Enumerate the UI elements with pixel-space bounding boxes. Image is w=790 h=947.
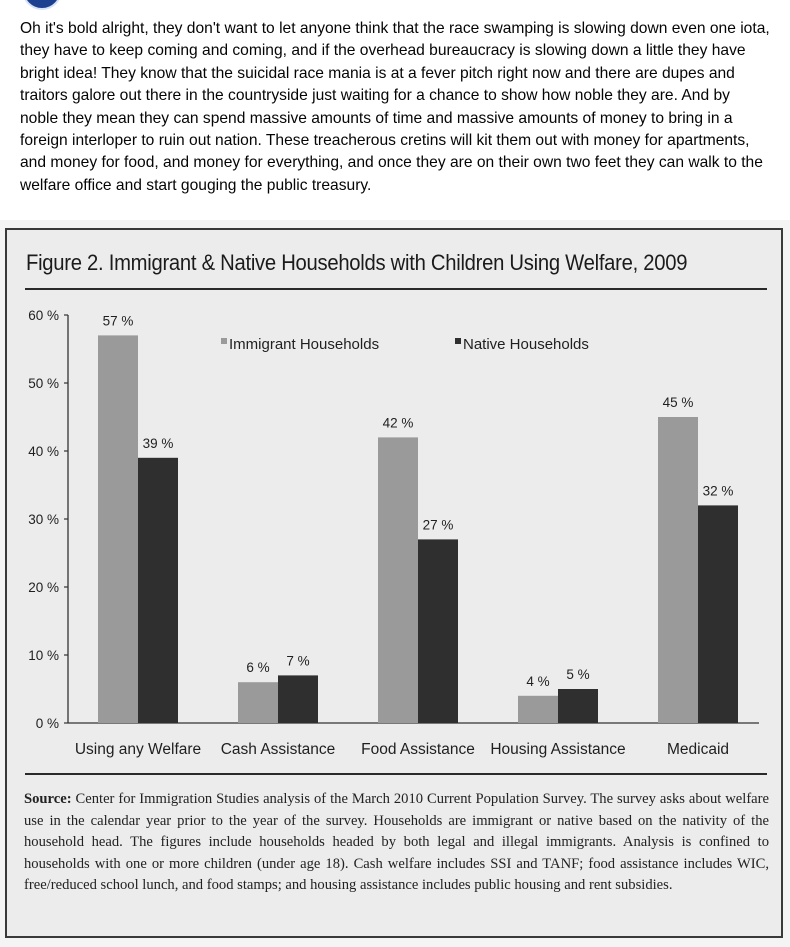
y-tick-label: 10 %: [28, 648, 59, 663]
bar-immigrant: [658, 417, 698, 723]
x-category-label: Using any Welfare: [74, 741, 202, 758]
legend-swatch: [221, 338, 227, 344]
legend-swatch: [455, 338, 461, 344]
bar-value-label: 57 %: [102, 313, 134, 329]
y-tick-label: 30 %: [28, 512, 59, 527]
bar-immigrant: [518, 696, 558, 723]
bar-value-label: 7 %: [286, 653, 310, 669]
x-category-label: Housing Assistance: [490, 741, 626, 758]
bar-native: [418, 539, 458, 723]
bar-native: [138, 458, 178, 723]
x-category-label: Food Assistance: [361, 741, 475, 758]
figure-source-note: [24, 789, 769, 897]
bar-value-label: 5 %: [566, 667, 590, 682]
y-tick-label: 60 %: [28, 308, 59, 323]
x-category-label: Medicaid: [666, 741, 730, 758]
bar-value-label: 32 %: [702, 483, 734, 499]
post-body-text: Oh it's bold alright, they don't want to let anyone think that the race swamping is slowing down even one iota, they have to keep coming and coming, and if the overhead bureaucracy is slowing down a little they have bright idea! They know that the suicidal race mania is at a fever pitch right now and there are dupes and traitors galore out there in the countryside just waiting for a chance to show how noble they are. And by noble they mean they can spend massive amounts of time and massive amounts of money to bring in a foreign interloper to ruin out nation. These treacherous cretins will kit them out with money for apartments, and money for food, and money for everything, and once they are on their own two feet they can walk to the welfare office and start gouging the public treasury.: [20, 20, 770, 194]
bar-value-label: 27 %: [422, 517, 454, 533]
y-tick-label: 50 %: [28, 376, 59, 391]
source-divider: [25, 773, 767, 775]
bar-value-label: 42 %: [382, 415, 414, 431]
bar-immigrant: [238, 682, 278, 723]
bar-value-label: 4 %: [526, 673, 550, 689]
y-tick-label: 40 %: [28, 444, 59, 459]
x-category-label: Cash Assistance: [220, 741, 336, 758]
source-text: Center for Immigration Studies analysis of the March 2010 Current Population Survey. The survey asks about welfare use in the calendar year prior to the year of the survey. Households are immigrant or native based on the nativity of the household head. The figures include households headed by both legal and illegal immigrants. Analysis is confined to households with one or more children (under age 18). Cash welfare includes SSI and TANF; food assistance includes WIC, free/reduced school lunch, and food stamps; and housing assistance includes public housing and rent subsidies.: [24, 791, 769, 894]
source-label: Source:: [24, 791, 72, 807]
bar-value-label: 6 %: [246, 660, 270, 676]
figure-image[interactable]: [5, 228, 783, 938]
bar-chart: [7, 230, 781, 770]
bar-immigrant: [378, 437, 418, 723]
bar-native: [558, 689, 598, 723]
legend-label: Immigrant Households: [229, 336, 380, 353]
y-tick-label: 20 %: [28, 580, 59, 595]
legend-label: Native Households: [463, 336, 589, 353]
bar-value-label: 39 %: [142, 435, 174, 451]
y-tick-label: 0 %: [35, 716, 59, 731]
avatar[interactable]: [22, 0, 62, 10]
bar-value-label: 45 %: [662, 395, 694, 410]
figure-title: Figure 2. Immigrant & Native Households with Children Using Welfare, 2009: [26, 250, 688, 275]
bar-immigrant: [98, 335, 138, 723]
bar-native: [278, 675, 318, 723]
bar-native: [698, 505, 738, 723]
